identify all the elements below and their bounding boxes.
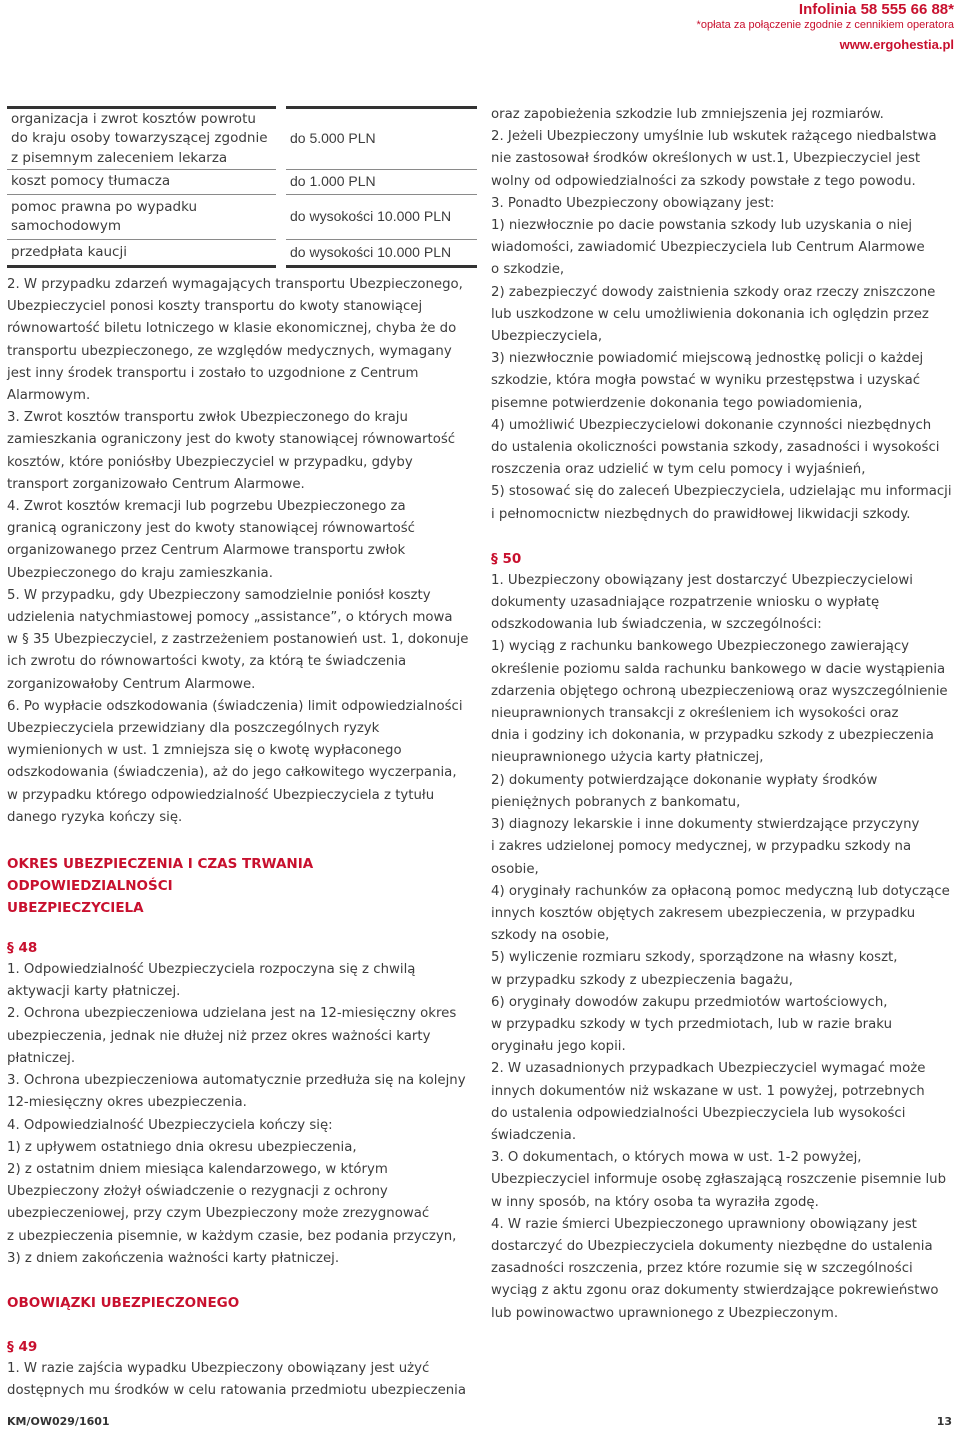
paragraph: 1. Ubezpieczony obowiązany jest dostarczyć Ubezpieczycielowi dokumenty uzasadniające rozpatrzenie wniosku o wypłatę odszkodowania lub świadczenia, w szczególności: 1) wyciąg z rachunku bankowego Ubezpieczonego zawierający określenie poziomu salda rachunku bankowego w dacie wystąpienia zdarzenia objętego ochroną ubezpieczeniową oraz wyszczególnienie nieuprawnionych transakcji z określeniem ich wysokości oraz dnia i godziny ich dokonania, w przypadku szkody z ubezpieczenia nieuprawnionego użycia karty płatniczej, 2) dokumenty potwierdzające dokonanie wypłaty środków pieniężnych pobranych z bankomatu, 3) diagnozy lekarskie i inne dokumenty stwierdzające przyczyny i zakres udzielonej pomocy medycznej, w przypadku szkody na osobie, 4) oryginały rachunków za opłaconą pomoc medyczną lub dotyczące innych kosztów objętych zakresem ubezpieczenia, w przypadku szkody na osobie, 5) wyliczenie rozmiaru szkody, sporządzone na własny koszt, w przypadku szkody z ubezpieczenia bagażu, 6) oryginały dowodów zakupu przedmiotów wartościowych, w przypadku szkody w tych przedmiotach, lub w razie braku oryginału jego kopii. 2. W uzasadnionych przypadkach Ubezpieczyciel wymagać może innych dokumentów niż wskazane w ust. 1 powyżej, potrzebnych do ustalenia odpowiedzialności Ubezpieczyciela lub wysokości świadczenia. 3. O dokumentach, o których mowa w ust. 1-2 powyżej, Ubezpieczyciel informuje osobę zgłaszającą roszczenie pisemnie lub w inny sposób, na który osoba ta wyraziła zgodę. 4. W razie śmierci Ubezpieczonego uprawniony obowiązany jest dostarczyć do Ubezpieczyciela dokumenty niezbędne do ustalenia zasadności roszczenia, przez które rozumie się w szczególności wyciąg z aktu zgonu oraz dokumenty stwierdzające pokrewieństwo lub powinowactwo uprawnionego z Ubezpieczonym.: [491, 572, 950, 1321]
left-column: [7, 100, 477, 1402]
table-row: [7, 240, 477, 267]
section-number: § 48: [7, 940, 38, 957]
section-heading: OKRES UBEZPIECZENIA I CZAS TRWANIA ODPOWIEDZIALNOŚCI UBEZPIECZYCIELA: [7, 856, 314, 917]
table-row: [7, 195, 477, 240]
section-number: § 49: [7, 1338, 38, 1355]
hotline-number: Infolinia 58 555 66 88*: [798, 1, 954, 18]
paragraph: 3. Zwrot kosztów transportu zwłok Ubezpieczonego do kraju zamieszkania ograniczony jest do kwoty stanowiącej równowartość kosztów, które poniósłby Ubezpieczyciel w przypadku, gdyby transport zorganizowało Centrum Alarmowe.: [7, 410, 456, 492]
hotline-note: *opłata za połączenie zgodnie z cennikiem operatora: [696, 19, 954, 31]
paragraph: 6. Po wypłacie odszkodowania (świadczenia) limit odpowiedzialności Ubezpieczyciela przewidziany dla poszczególnych ryzyk wymienionych w ust. 1 zmniejsza się o kwotę wypłaconego odszkodowania (świadczenia), aż do jego całkowitego wyczerpania, w przypadku którego odpowiedzialność Ubezpieczyciela z tytułu danego ryzyka kończy się.: [7, 698, 463, 825]
paragraph: 4. Zwrot kosztów kremacji lub pogrzebu Ubezpieczonego za granicą ograniczony jest do kwoty stanowiącej równowartość organizowanego przez Centrum Alarmowe transportu zwłok Ubezpieczonego do kraju zamieszkania.: [7, 499, 415, 581]
table-cell-description: organizacja i zwrot kosztów powrotu do kraju osoby towarzyszącej zgodnie z pisemnym zaleceniem lekarza: [7, 108, 281, 170]
table-cell-amount: do wysokości 10.000 PLN: [290, 208, 452, 225]
page-header: [697, 0, 954, 51]
paragraph: 5. W przypadku, gdy Ubezpieczony samodzielnie poniósł koszty udzielenia natychmiastowej pomocy „assistance”, o których mowa w § 35 Ubezpieczyciel, z zastrzeżeniem postanowień ust. 1, dokonuje ich zwrotu do równowartości kwoty, za którą te świadczenia zorganizowałoby Centrum Alarmowe.: [7, 587, 469, 692]
table-cell-amount: do 1.000 PLN: [290, 173, 376, 190]
right-column: [491, 104, 957, 1325]
document-code: KM/OW029/1601: [7, 1415, 110, 1428]
paragraph: 1. W razie zajścia wypadku Ubezpieczony obowiązany jest użyć dostępnych mu środków w celu ratowania przedmiotu ubezpieczenia: [7, 1360, 467, 1399]
table-row: [7, 108, 477, 170]
table-cell-description: pomoc prawna po wypadku samochodowym: [7, 195, 281, 240]
section-number: § 50: [491, 550, 522, 567]
table-row: [7, 170, 477, 195]
table-cell-amount: do 5.000 PLN: [290, 130, 376, 147]
page-number: 13: [936, 1415, 952, 1428]
website-link[interactable]: www.ergohestia.pl: [839, 37, 954, 52]
paragraph: 2. W przypadku zdarzeń wymagających transportu Ubezpieczonego, Ubezpieczyciel ponosi koszty transportu do kwoty stanowiącej równowartość biletu lotniczego w klasie ekonomicznej, chyba że do transportu ubezpieczonego, ze względów medycznych, wymagany jest inny środek transportu i zostało to uzgodnione z Centrum Alarmowym.: [7, 277, 463, 404]
paragraph: oraz zapobieżenia szkodzie lub zmniejszenia jej rozmiarów. 2. Jeżeli Ubezpieczony umyślnie lub wskutek rażącego niedbalstwa nie zastosował środków określonych w ust.1, Ubezpieczyciel jest wolny od odpowiedzialności za szkody powstałe z tego powodu. 3. Ponadto Ubezpieczony obowiązany jest: 1) niezwłocznie po dacie powstania szkody lub uzyskania o niej wiadomości, zawiadomić Ubezpieczyciela lub Centrum Alarmowe o szkodzie, 2) zabezpieczyć dowody zaistnienia szkody oraz rzeczy zniszczone lub uszkodzone w celu umożliwienia dokonania ich oględzin przez Ubezpieczyciela, 3) niezwłocznie powiadomić miejscową jednostkę policji o każdej szkodzie, która mogła powstać w wyniku przestępstwa i uzyskać pisemne potwierdzenie dokonania tego powiadomienia, 4) umożliwić Ubezpieczycielowi dokonanie czynności niezbędnych do ustalenia okoliczności powstania szkody, zasadności i wysokości roszczenia oraz udzielić w tym celu pomocy i wyjaśnień, 5) stosować się do zaleceń Ubezpieczyciela, udzielając mu informacji i pełnomocnictw niezbędnych do prawidłowej likwidacji szkody.: [491, 107, 952, 522]
paragraph: 1. Odpowiedzialność Ubezpieczyciela rozpoczyna się z chwilą aktywacji karty płatniczej. 2. Ochrona ubezpieczeniowa udzielana jest na 12-miesięczny okres ubezpieczenia, jednak nie dłużej niż przez okres ważności karty płatniczej. 3. Ochrona ubezpieczeniowa automatycznie przedłuża się na kolejny 12-miesięczny okres ubezpieczenia. 4. Odpowiedzialność Ubezpieczyciela kończy się: 1) z upływem ostatniego dnia okresu ubezpieczenia, 2) z ostatnim dniem miesiąca kalendarzowego, w którym Ubezpieczony złożył oświadczenie o rezygnacji z ochrony ubezpieczeniowej, przy czym Ubezpieczony może zrezygnować z ubezpieczenia pisemnie, w każdym czasie, bez podania przyczyn, 3) z dniem zakończenia ważności karty płatniczej.: [7, 962, 466, 1266]
limits-table: [7, 106, 477, 268]
section-heading: OBOWIĄZKI UBEZPIECZONEGO: [7, 1294, 240, 1311]
table-cell-description: przedpłata kaucji: [7, 240, 281, 267]
table-cell-amount: do wysokości 10.000 PLN: [290, 243, 452, 260]
table-cell-description: koszt pomocy tłumacza: [7, 170, 281, 195]
